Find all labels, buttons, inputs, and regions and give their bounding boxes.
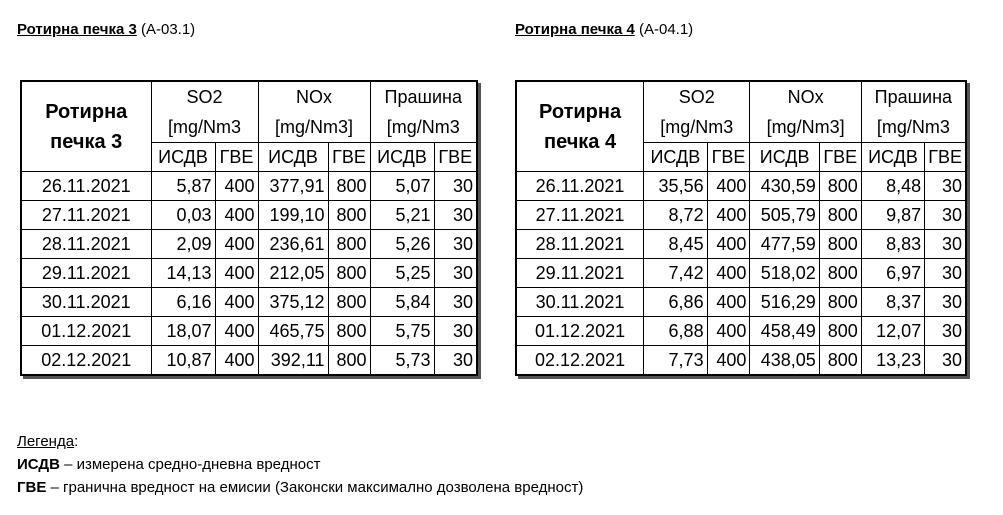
subheader-cell: ГВЕ <box>925 143 966 172</box>
emissions-table-kiln-4 <box>515 80 967 376</box>
legend-item-gve: ГВЕ – гранична вредност на емисии (Законски максимално дозволена вредност) <box>17 479 584 496</box>
value-cell: 212,05 <box>258 259 328 288</box>
value-cell: 30 <box>925 172 966 201</box>
table-row <box>21 346 477 376</box>
legend-heading: Легенда: <box>17 433 79 450</box>
value-cell: 800 <box>819 288 861 317</box>
value-cell: 458,49 <box>750 317 819 346</box>
value-cell: 30 <box>925 259 966 288</box>
value-cell: 9,87 <box>861 201 924 230</box>
table-row <box>21 259 477 288</box>
subheader-cell: ИСДВ <box>151 143 215 172</box>
value-cell: 400 <box>707 346 750 376</box>
value-cell: 30 <box>925 346 966 376</box>
date-cell: 01.12.2021 <box>21 317 151 346</box>
value-cell: 30 <box>434 230 477 259</box>
date-cell: 29.11.2021 <box>516 259 644 288</box>
table-row <box>21 288 477 317</box>
value-cell: 6,86 <box>644 288 707 317</box>
date-cell: 27.11.2021 <box>516 201 644 230</box>
date-cell: 30.11.2021 <box>21 288 151 317</box>
value-cell: 800 <box>819 201 861 230</box>
pollutant-unit: [mg/Nm3 <box>386 117 460 137</box>
value-cell: 800 <box>819 259 861 288</box>
value-cell: 800 <box>328 201 370 230</box>
date-cell: 26.11.2021 <box>516 172 644 201</box>
legend-item-isdv: ИСДВ – измерена средно-дневна вредност <box>17 456 321 473</box>
value-cell: 5,87 <box>151 172 215 201</box>
value-cell: 400 <box>707 259 750 288</box>
value-cell: 7,42 <box>644 259 707 288</box>
value-cell: 5,25 <box>370 259 434 288</box>
kiln-name-header <box>21 81 151 172</box>
value-cell: 2,09 <box>151 230 215 259</box>
table-row <box>516 346 966 376</box>
value-cell: 800 <box>328 172 370 201</box>
value-cell: 400 <box>707 317 750 346</box>
value-cell: 400 <box>707 230 750 259</box>
pollutant-group-header <box>644 81 750 143</box>
value-cell: 400 <box>215 317 258 346</box>
kiln-name-line1: Ротирна <box>45 100 128 123</box>
value-cell: 400 <box>707 201 750 230</box>
value-cell: 6,97 <box>861 259 924 288</box>
value-cell: 5,07 <box>370 172 434 201</box>
pollutant-name: NOx <box>296 87 332 107</box>
value-cell: 5,21 <box>370 201 434 230</box>
date-cell: 27.11.2021 <box>21 201 151 230</box>
value-cell: 400 <box>215 259 258 288</box>
value-cell: 400 <box>215 230 258 259</box>
value-cell: 430,59 <box>750 172 819 201</box>
value-cell: 35,56 <box>644 172 707 201</box>
value-cell: 30 <box>925 201 966 230</box>
value-cell: 6,88 <box>644 317 707 346</box>
value-cell: 0,03 <box>151 201 215 230</box>
value-cell: 5,75 <box>370 317 434 346</box>
pollutant-name: NOx <box>787 87 824 107</box>
pollutant-group-header <box>258 81 370 143</box>
value-cell: 400 <box>215 346 258 376</box>
table-row <box>516 259 966 288</box>
table-row <box>21 172 477 201</box>
table-row <box>21 230 477 259</box>
table-row <box>21 201 477 230</box>
value-cell: 8,72 <box>644 201 707 230</box>
table-row <box>516 201 966 230</box>
value-cell: 30 <box>925 230 966 259</box>
pollutant-unit: [mg/Nm3 <box>660 117 734 137</box>
value-cell: 5,84 <box>370 288 434 317</box>
value-cell: 5,26 <box>370 230 434 259</box>
value-cell: 14,13 <box>151 259 215 288</box>
value-cell: 800 <box>328 346 370 376</box>
date-cell: 28.11.2021 <box>516 230 644 259</box>
date-cell: 28.11.2021 <box>21 230 151 259</box>
pollutant-group-header <box>370 81 477 143</box>
subheader-cell: ГВЕ <box>819 143 861 172</box>
subheader-cell: ГВЕ <box>434 143 477 172</box>
title-name: Ротирна печка 3 <box>17 21 137 38</box>
pollutant-name: SO2 <box>678 87 715 107</box>
date-cell: 01.12.2021 <box>516 317 644 346</box>
value-cell: 516,29 <box>750 288 819 317</box>
value-cell: 30 <box>434 259 477 288</box>
pollutant-name: Прашина <box>384 87 462 107</box>
value-cell: 800 <box>819 230 861 259</box>
pollutant-name: SO2 <box>186 87 223 107</box>
date-cell: 26.11.2021 <box>21 172 151 201</box>
value-cell: 800 <box>819 346 861 376</box>
pollutant-group-header <box>151 81 258 143</box>
value-cell: 375,12 <box>258 288 328 317</box>
table-row <box>516 317 966 346</box>
value-cell: 30 <box>434 201 477 230</box>
value-cell: 400 <box>215 172 258 201</box>
kiln-name-header <box>516 81 644 172</box>
value-cell: 438,05 <box>750 346 819 376</box>
value-cell: 377,91 <box>258 172 328 201</box>
date-cell: 02.12.2021 <box>21 346 151 376</box>
value-cell: 518,02 <box>750 259 819 288</box>
subheader-cell: ГВЕ <box>215 143 258 172</box>
value-cell: 8,37 <box>861 288 924 317</box>
pollutant-unit: [mg/Nm3] <box>766 117 845 137</box>
table-title-kiln-3 <box>17 21 195 38</box>
table-title-kiln-4 <box>515 21 693 38</box>
value-cell: 800 <box>328 259 370 288</box>
pollutant-unit: [mg/Nm3 <box>167 117 241 137</box>
value-cell: 400 <box>215 201 258 230</box>
subheader-cell: ГВЕ <box>328 143 370 172</box>
value-cell: 30 <box>434 172 477 201</box>
title-code: (А-04.1) <box>634 21 694 38</box>
value-cell: 13,23 <box>861 346 924 376</box>
pollutant-unit: [mg/Nm3 <box>876 117 950 137</box>
value-cell: 6,16 <box>151 288 215 317</box>
value-cell: 8,45 <box>644 230 707 259</box>
value-cell: 30 <box>925 288 966 317</box>
value-cell: 30 <box>434 317 477 346</box>
date-cell: 30.11.2021 <box>516 288 644 317</box>
date-cell: 29.11.2021 <box>21 259 151 288</box>
value-cell: 7,73 <box>644 346 707 376</box>
kiln-name-line2: печка 4 <box>543 130 617 153</box>
value-cell: 465,75 <box>258 317 328 346</box>
subheader-cell: ИСДВ <box>861 143 924 172</box>
pollutant-name: Прашина <box>874 87 953 107</box>
value-cell: 800 <box>328 317 370 346</box>
value-cell: 12,07 <box>861 317 924 346</box>
value-cell: 400 <box>707 172 750 201</box>
header-row <box>516 81 966 143</box>
value-cell: 30 <box>925 317 966 346</box>
value-cell: 8,83 <box>861 230 924 259</box>
header-row <box>21 81 477 143</box>
value-cell: 400 <box>707 288 750 317</box>
value-cell: 18,07 <box>151 317 215 346</box>
value-cell: 505,79 <box>750 201 819 230</box>
value-cell: 800 <box>328 230 370 259</box>
subheader-cell: ИСДВ <box>750 143 819 172</box>
value-cell: 800 <box>819 172 861 201</box>
value-cell: 400 <box>215 288 258 317</box>
emissions-table-kiln-3 <box>20 80 478 376</box>
legend <box>17 430 583 499</box>
value-cell: 392,11 <box>258 346 328 376</box>
value-cell: 30 <box>434 288 477 317</box>
subheader-cell: ИСДВ <box>644 143 707 172</box>
subheader-cell: ИСДВ <box>258 143 328 172</box>
value-cell: 5,73 <box>370 346 434 376</box>
value-cell: 477,59 <box>750 230 819 259</box>
subheader-cell: ИСДВ <box>370 143 434 172</box>
table-row <box>516 230 966 259</box>
value-cell: 10,87 <box>151 346 215 376</box>
pollutant-group-header <box>750 81 861 143</box>
pollutant-group-header <box>861 81 966 143</box>
table-row <box>516 288 966 317</box>
value-cell: 199,10 <box>258 201 328 230</box>
pollutant-unit: [mg/Nm3] <box>274 117 353 137</box>
table-row <box>516 172 966 201</box>
value-cell: 800 <box>819 317 861 346</box>
date-cell: 02.12.2021 <box>516 346 644 376</box>
subheader-cell: ГВЕ <box>707 143 750 172</box>
value-cell: 236,61 <box>258 230 328 259</box>
table-row <box>21 317 477 346</box>
kiln-name-line1: Ротирна <box>539 100 622 123</box>
value-cell: 800 <box>328 288 370 317</box>
kiln-name-line2: печка 3 <box>50 130 123 153</box>
title-code: (А-03.1) <box>136 21 196 38</box>
value-cell: 8,48 <box>861 172 924 201</box>
value-cell: 30 <box>434 346 477 376</box>
title-name: Ротирна печка 4 <box>515 21 635 38</box>
